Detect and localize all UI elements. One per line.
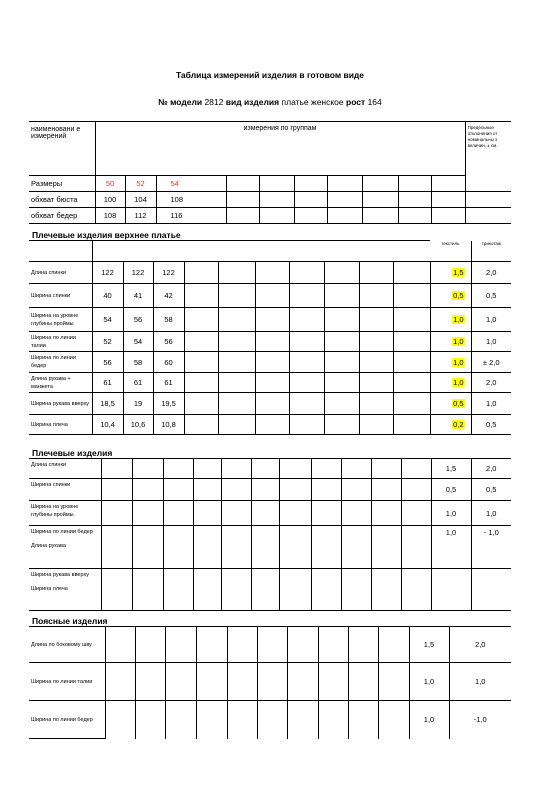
textile-value: 1,0 xyxy=(409,663,449,701)
table-row xyxy=(29,663,511,701)
textile-value: 0,5 xyxy=(431,479,471,501)
row-label xyxy=(29,479,101,501)
empty-cell xyxy=(393,373,430,393)
empty-cell xyxy=(287,627,318,663)
col-knit: трикотаж xyxy=(471,241,511,262)
table-row xyxy=(29,501,511,526)
table-row xyxy=(29,569,511,611)
row-label xyxy=(29,459,101,479)
empty-cell xyxy=(221,479,251,501)
table-row xyxy=(29,262,511,284)
row-label: Ширина на уровне глубины проймы xyxy=(29,308,92,332)
value-cell: 19 xyxy=(123,393,153,415)
empty-cell xyxy=(101,459,132,479)
row-label: Ширина по линии бедер xyxy=(29,352,92,373)
empty-cell xyxy=(311,479,341,501)
empty-cell xyxy=(251,459,279,479)
empty-cell xyxy=(324,284,359,308)
value-cell: 10,4 xyxy=(92,415,123,435)
height-value: 164 xyxy=(367,97,382,107)
knit-value: ± 2,0 xyxy=(471,352,511,373)
row-label-text: Ширина по линии бедер xyxy=(31,529,93,535)
row-label-text: Ширина на уровне глубины проймы xyxy=(31,504,79,518)
table-row xyxy=(29,627,511,663)
section3-table xyxy=(29,626,511,739)
empty-cell xyxy=(378,627,409,663)
row-label-text: Ширина спинки xyxy=(31,482,71,488)
table-row xyxy=(29,479,511,501)
value-cell: 52 xyxy=(92,332,123,352)
model-label: № модели xyxy=(158,97,203,107)
table-row xyxy=(29,373,511,393)
empty-cell xyxy=(255,373,289,393)
empty-cell xyxy=(184,373,218,393)
empty-cell xyxy=(289,352,324,373)
empty-cell xyxy=(163,479,193,501)
row-label-text: Длина рукава xyxy=(31,543,66,549)
tolerance-header: Предельные отклонения от номинальны х величин, ± см. xyxy=(465,122,511,192)
value-cell: 10,8 xyxy=(153,415,184,435)
empty-cell xyxy=(289,308,324,332)
row-label-text: Ширина рукава вверху xyxy=(31,572,89,578)
empty-cell xyxy=(196,701,227,739)
row-label xyxy=(29,569,101,611)
empty-cell xyxy=(401,459,431,479)
empty-cell xyxy=(393,262,430,284)
table-row xyxy=(29,332,511,352)
empty-cell xyxy=(255,352,289,373)
row-label: Ширина по линии бедер xyxy=(29,701,105,739)
value-cell: 10,6 xyxy=(123,415,153,435)
empty-cell xyxy=(401,501,431,526)
textile-cell xyxy=(430,352,471,373)
empty-cell xyxy=(393,415,430,435)
row-label: Длина спинки xyxy=(29,262,92,284)
empty-cell xyxy=(289,393,324,415)
empty-cell xyxy=(359,284,393,308)
empty-cell xyxy=(279,569,311,611)
value-cell: 54 xyxy=(123,332,153,352)
empty-cell xyxy=(165,627,196,663)
empty-cell xyxy=(163,459,193,479)
knit-value: 1,0 xyxy=(471,501,511,526)
empty-cell xyxy=(341,526,371,569)
empty-cell xyxy=(132,526,163,569)
textile-value: 1,0 xyxy=(431,501,471,526)
knit-value: 1,0 xyxy=(471,393,511,415)
empty-cell xyxy=(251,569,279,611)
knit-value: 0,5 xyxy=(471,479,511,501)
empty-cell xyxy=(311,459,341,479)
row-label: Длина рукава + манжета xyxy=(29,373,92,393)
section1-rows xyxy=(29,261,511,435)
empty-cell xyxy=(341,569,371,611)
table-row xyxy=(29,308,511,332)
table-row xyxy=(29,415,511,435)
empty-cell xyxy=(132,501,163,526)
empty-cell xyxy=(359,262,393,284)
empty-cell xyxy=(287,701,318,739)
knit-value: 2,0 xyxy=(471,373,511,393)
knit-value: -1,0 xyxy=(449,701,511,739)
empty-cell xyxy=(289,373,324,393)
empty-cell xyxy=(324,308,359,332)
empty-cell xyxy=(257,701,287,739)
page-title: Таблица измерений изделия в готовом виде xyxy=(175,70,365,80)
empty-cell xyxy=(184,262,218,284)
section-title: Плечевые изделия xyxy=(32,448,113,458)
row-label-text: Ширина плеча xyxy=(31,586,68,592)
value-cell: 60 xyxy=(153,352,184,373)
empty-cell xyxy=(193,479,221,501)
empty-cell xyxy=(324,415,359,435)
value-cell: 108 xyxy=(95,208,125,224)
empty-cell xyxy=(218,308,255,332)
empty-cell xyxy=(227,663,257,701)
knit-value: 1,0 xyxy=(449,663,511,701)
empty-cell xyxy=(257,627,287,663)
empty-cell xyxy=(393,308,430,332)
empty-cell xyxy=(132,569,163,611)
empty-cell xyxy=(227,701,257,739)
value-cell: 56 xyxy=(153,332,184,352)
value-cell: 56 xyxy=(92,352,123,373)
empty-cell xyxy=(163,526,193,569)
empty-cell xyxy=(289,332,324,352)
empty-cell xyxy=(105,663,135,701)
row-label: Ширина по линии талии xyxy=(29,663,105,701)
groups-header: измерения по группам xyxy=(95,122,465,176)
empty-cell xyxy=(257,663,287,701)
value-cell: 18,5 xyxy=(92,393,123,415)
empty-cell xyxy=(393,284,430,308)
empty-cell xyxy=(184,393,218,415)
textile-value: 1,5 xyxy=(409,627,449,663)
empty-cell xyxy=(359,332,393,352)
value-cell: 61 xyxy=(123,373,153,393)
size-54: 54 xyxy=(156,176,226,192)
empty-cell xyxy=(163,569,193,611)
height-label: рост xyxy=(346,97,366,107)
empty-cell xyxy=(218,373,255,393)
textile-cell xyxy=(430,393,471,415)
empty-cell xyxy=(184,284,218,308)
knit-value: - 1,0 xyxy=(471,526,511,569)
empty-cell xyxy=(105,627,135,663)
empty-cell xyxy=(279,501,311,526)
empty-cell xyxy=(218,393,255,415)
empty-cell xyxy=(359,393,393,415)
empty-cell xyxy=(401,569,431,611)
empty-cell xyxy=(359,308,393,332)
empty-cell xyxy=(348,663,378,701)
kind-label: вид изделия xyxy=(225,97,280,107)
value-cell: 41 xyxy=(123,284,153,308)
row-label: Ширина спинки xyxy=(29,284,92,308)
knit-value: 0,5 xyxy=(471,415,511,435)
knit-value xyxy=(471,569,511,611)
empty-cell xyxy=(251,526,279,569)
value-cell: 122 xyxy=(123,262,153,284)
empty-cell xyxy=(371,479,401,501)
empty-cell xyxy=(324,332,359,352)
empty-cell xyxy=(255,393,289,415)
empty-cell xyxy=(221,459,251,479)
empty-cell xyxy=(193,501,221,526)
empty-cell xyxy=(105,701,135,739)
empty-cell xyxy=(341,501,371,526)
textile-value: 1,5 xyxy=(431,459,471,479)
value-cell: 58 xyxy=(153,308,184,332)
empty-cell xyxy=(135,627,165,663)
table-row xyxy=(29,701,511,739)
empty-cell xyxy=(371,501,401,526)
empty-cell xyxy=(318,663,348,701)
table-row xyxy=(29,352,511,373)
empty-cell xyxy=(218,284,255,308)
empty-cell xyxy=(371,459,401,479)
empty-cell xyxy=(184,308,218,332)
empty-cell xyxy=(255,415,289,435)
value-cell: 116 xyxy=(156,208,226,224)
col-textile: текстиль xyxy=(430,241,471,262)
empty-cell xyxy=(359,352,393,373)
value-cell: 42 xyxy=(153,284,184,308)
empty-cell xyxy=(401,479,431,501)
value-cell: 56 xyxy=(123,308,153,332)
empty-cell xyxy=(371,526,401,569)
empty-cell xyxy=(311,501,341,526)
empty-cell xyxy=(287,663,318,701)
table-row xyxy=(29,284,511,308)
value-cell: 122 xyxy=(153,262,184,284)
empty-cell xyxy=(359,373,393,393)
empty-cell xyxy=(348,701,378,739)
section-title: Поясные изделия xyxy=(32,616,108,626)
textile-value: 1,0 xyxy=(453,378,464,387)
value-cell: 58 xyxy=(123,352,153,373)
row-label: обхват бюста xyxy=(29,192,95,208)
row-label: Ширина рукава вверху xyxy=(29,393,92,415)
textile-cell xyxy=(430,308,471,332)
empty-cell xyxy=(324,373,359,393)
textile-value: 0,5 xyxy=(453,399,464,408)
empty-cell xyxy=(135,701,165,739)
empty-cell xyxy=(318,627,348,663)
row-label: обхват бедер xyxy=(29,208,95,224)
empty-cell xyxy=(341,459,371,479)
empty-cell xyxy=(101,569,132,611)
page-subtitle xyxy=(0,97,540,107)
empty-cell xyxy=(324,352,359,373)
empty-cell xyxy=(289,415,324,435)
knit-value: 1,0 xyxy=(471,308,511,332)
textile-cell xyxy=(430,262,471,284)
section-title: Плечевые изделия верхнее платье xyxy=(32,230,181,240)
value-cell: 122 xyxy=(92,262,123,284)
empty-cell xyxy=(218,352,255,373)
empty-cell xyxy=(341,479,371,501)
textile-value: 0,2 xyxy=(453,420,464,429)
table-row xyxy=(29,526,511,569)
value-cell: 40 xyxy=(92,284,123,308)
empty-cell xyxy=(165,701,196,739)
model-number: 2812 xyxy=(204,97,224,107)
empty-cell xyxy=(255,308,289,332)
textile-value: 1,0 xyxy=(431,526,471,569)
textile-cell xyxy=(430,373,471,393)
empty-cell xyxy=(193,526,221,569)
empty-cell xyxy=(135,663,165,701)
name-header: наименовани е измерений xyxy=(29,122,95,176)
empty-cell xyxy=(255,262,289,284)
empty-cell xyxy=(279,479,311,501)
section1-table xyxy=(29,240,511,262)
empty-cell xyxy=(101,501,132,526)
empty-cell xyxy=(251,501,279,526)
knit-value: 2,0 xyxy=(449,627,511,663)
textile-cell xyxy=(430,415,471,435)
table-row xyxy=(29,459,511,479)
empty-cell xyxy=(218,262,255,284)
empty-cell xyxy=(393,352,430,373)
empty-cell xyxy=(165,663,196,701)
empty-cell xyxy=(227,627,257,663)
row-label-text: Длина спинки xyxy=(31,462,66,468)
value-cell: 108 xyxy=(156,192,226,208)
empty-cell xyxy=(163,501,193,526)
empty-cell xyxy=(132,459,163,479)
empty-cell xyxy=(318,701,348,739)
value-cell: 19,5 xyxy=(153,393,184,415)
textile-value: 1,0 xyxy=(409,701,449,739)
empty-cell xyxy=(359,415,393,435)
empty-cell xyxy=(393,393,430,415)
empty-cell xyxy=(193,459,221,479)
empty-cell xyxy=(378,701,409,739)
value-cell: 100 xyxy=(95,192,125,208)
textile-cell xyxy=(430,284,471,308)
empty-cell xyxy=(218,332,255,352)
empty-cell xyxy=(289,284,324,308)
empty-cell xyxy=(218,415,255,435)
empty-cell xyxy=(255,284,289,308)
empty-cell xyxy=(132,479,163,501)
empty-cell xyxy=(184,415,218,435)
empty-cell xyxy=(324,393,359,415)
empty-cell xyxy=(279,526,311,569)
knit-value: 2,0 xyxy=(471,459,511,479)
sizes-label: Размеры xyxy=(29,176,95,192)
empty-cell xyxy=(378,663,409,701)
empty-cell xyxy=(193,569,221,611)
empty-cell xyxy=(196,663,227,701)
empty-cell xyxy=(311,569,341,611)
value-cell: 61 xyxy=(153,373,184,393)
empty-cell xyxy=(393,332,430,352)
empty-cell xyxy=(279,459,311,479)
textile-cell xyxy=(430,332,471,352)
row-label: Ширина по линии талии xyxy=(29,332,92,352)
empty-cell xyxy=(255,332,289,352)
kind-value: платье женское xyxy=(281,97,344,107)
empty-cell xyxy=(221,569,251,611)
textile-value: 0,5 xyxy=(453,291,464,300)
empty-cell xyxy=(401,526,431,569)
knit-value: 2,0 xyxy=(471,262,511,284)
row-label: Длина по боковому шву xyxy=(29,627,105,663)
empty-cell xyxy=(221,526,251,569)
empty-cell xyxy=(184,332,218,352)
textile-value: 1,0 xyxy=(453,337,464,346)
value-cell: 104 xyxy=(125,192,156,208)
empty-cell xyxy=(101,479,132,501)
table-row xyxy=(29,393,511,415)
empty-cell xyxy=(311,526,341,569)
value-cell: 61 xyxy=(92,373,123,393)
empty-cell xyxy=(348,627,378,663)
sizes-table xyxy=(29,121,511,224)
textile-value: 1,0 xyxy=(453,357,464,367)
textile-value xyxy=(431,569,471,611)
row-label xyxy=(29,501,101,526)
empty-cell xyxy=(196,627,227,663)
knit-value: 0,5 xyxy=(471,284,511,308)
empty-cell xyxy=(101,526,132,569)
value-cell: 112 xyxy=(125,208,156,224)
row-label xyxy=(29,526,101,569)
empty-cell xyxy=(221,501,251,526)
empty-cell xyxy=(251,479,279,501)
empty-cell xyxy=(324,262,359,284)
empty-cell xyxy=(371,569,401,611)
knit-value: 1,0 xyxy=(471,332,511,352)
size-50: 50 xyxy=(95,176,125,192)
size-52: 52 xyxy=(125,176,156,192)
textile-value: 1,0 xyxy=(453,315,464,324)
empty-cell xyxy=(184,352,218,373)
textile-value: 1,5 xyxy=(453,268,464,277)
empty-cell xyxy=(289,262,324,284)
section2-table xyxy=(29,458,511,611)
row-label: Ширина плеча xyxy=(29,415,92,435)
value-cell: 54 xyxy=(92,308,123,332)
